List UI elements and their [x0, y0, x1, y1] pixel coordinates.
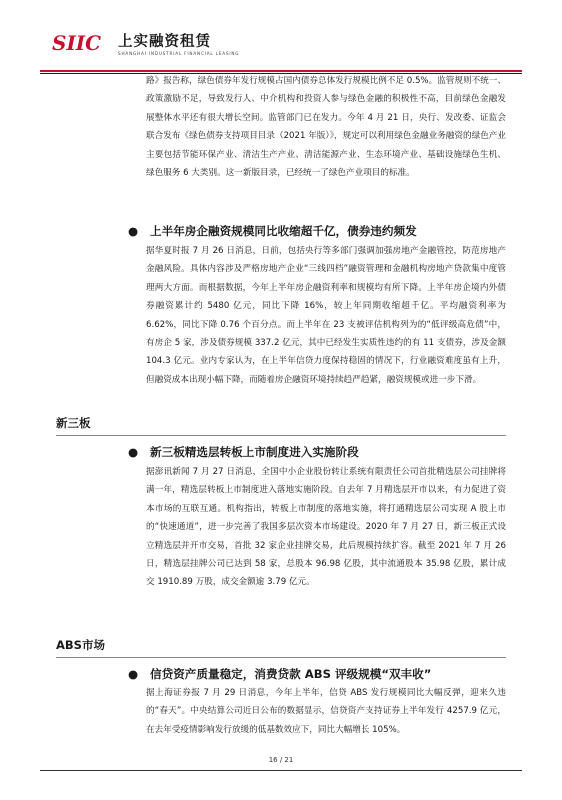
company-subtitle: SHANGHAI INDUSTRIAL FINANCIAL LEASING	[118, 51, 240, 56]
paragraph-neeq: 据澎讯新闻 7 月 27 日消息，全国中小企业股份转让系统有限责任公司首批精选层公司挂牌将满一年，精选层转板上市制度进入落地实施阶段。自去年 7 月精选层开市以来，有力促进了资本市场的互联互通。机构指出，转板上市制度的落地实施，将打通精选层公司实现 A 股上市的“快速通道”，进一步完善了我国多层次资本市场建设。2020 年 7 月 27 日，新三板正式设立精选层并开市交易，首批 32 家企业挂牌交易，此后规模持续扩容。截至 2021 年 7 月 26 日，精选层挂牌公司已达到 58 家，总股本 96.98 亿股，其中流通股本 35.98 亿股，累计成交 1910.89 万股，成交金额逾 3.79 亿元。	[146, 467, 506, 588]
bullet-dot-icon: ●	[128, 667, 139, 681]
section-title-abs: ABS市场	[56, 638, 105, 652]
company-logo: SIIC	[52, 31, 102, 55]
section-divider	[56, 657, 506, 658]
paragraph-abs: 据上海证券报 7 月 29 日消息，今年上半年，信贷 ABS 发行规模同比大幅反弹，迎来久违的“春天”。中央结算公司近日公布的数据显示，信贷资产支持证券上半年发行 4257.9 亿元，在去年受疫情影响发行放缓的低基数效应下，同比大幅增长 105%。	[146, 688, 506, 735]
page-number: 16 / 21	[268, 756, 294, 764]
company-name: 上实融资租赁	[118, 34, 211, 50]
bullet-heading-text: 信贷资产质量稳定，消费贷款 ABS 评级规模“双丰收”	[150, 667, 432, 681]
bullet-heading-text: 上半年房企融资规模同比收缩超千亿，债券违约频发	[150, 224, 417, 238]
section-title-neeq: 新三板	[56, 416, 91, 430]
bullet-heading-neeq	[128, 443, 518, 461]
paragraph-green-bonds: 路》报告称，绿色债券年发行规模占国内债券总体发行规模比例不足 0.5%。监管规则不统一、政策激励不足，导致发行人、中介机构和投资人参与绿色金融的积极性不高，目前绿色金融发展整体水平还有很大增长空间。监管部门已在发力。今年 4 月 21 日，央行、发改委、证监会联合发布《绿色债券支持项目目录（2021 年版）》，规定可以利用绿色金融业务融资的绿色产业主要包括节能环保产业、清洁生产产业、清洁能源产业、生态环境产业、基础设施绿色生机、绿色服务 6 大类别。这一新版目录，已经统一了绿色产业项目的标准。	[146, 76, 506, 179]
bullet-dot-icon: ●	[128, 445, 139, 459]
bullet-dot-icon: ●	[128, 224, 139, 238]
bullet-heading-real-estate	[128, 222, 518, 240]
section-divider	[56, 435, 506, 436]
bullet-heading-text: 新三板精选层转板上市制度进入实施阶段	[150, 445, 359, 459]
footer-divider	[40, 770, 522, 771]
paragraph-real-estate: 据华夏时报 7 月 26 日消息，日前，包括央行等多部门强调加强房地产金融管控，防范房地产金融风险。具体内容涉及严格房地产企业“三线四档”融资管理和金融机构房地产贷款集中度管理两大方面。而根据数据，今年上半年房企融资利率和规模均有所下降。上半年房企境内外债券融资累计约 5480 亿元，同比下降 16%，较上年同期收缩超千亿。平均融资利率为 6.62%，同比下降 0.76 个百分点。而上半年在 23 支被评估机构列为的“低评级高危债”中，有房企 5 家，涉及债券规模 337.2 亿元，其中已经发生实质性违约的有 11 支债券，涉及金额 104.3 亿元。业内专家认为，在上半年信贷力度保持稳固的情况下，行业融资难度虽有上升，但融资成本出现小幅下降，而随着房企融资环境持续趋严趋紧，融资规模或进一步下滑。	[146, 246, 506, 385]
bullet-heading-abs	[128, 665, 518, 683]
